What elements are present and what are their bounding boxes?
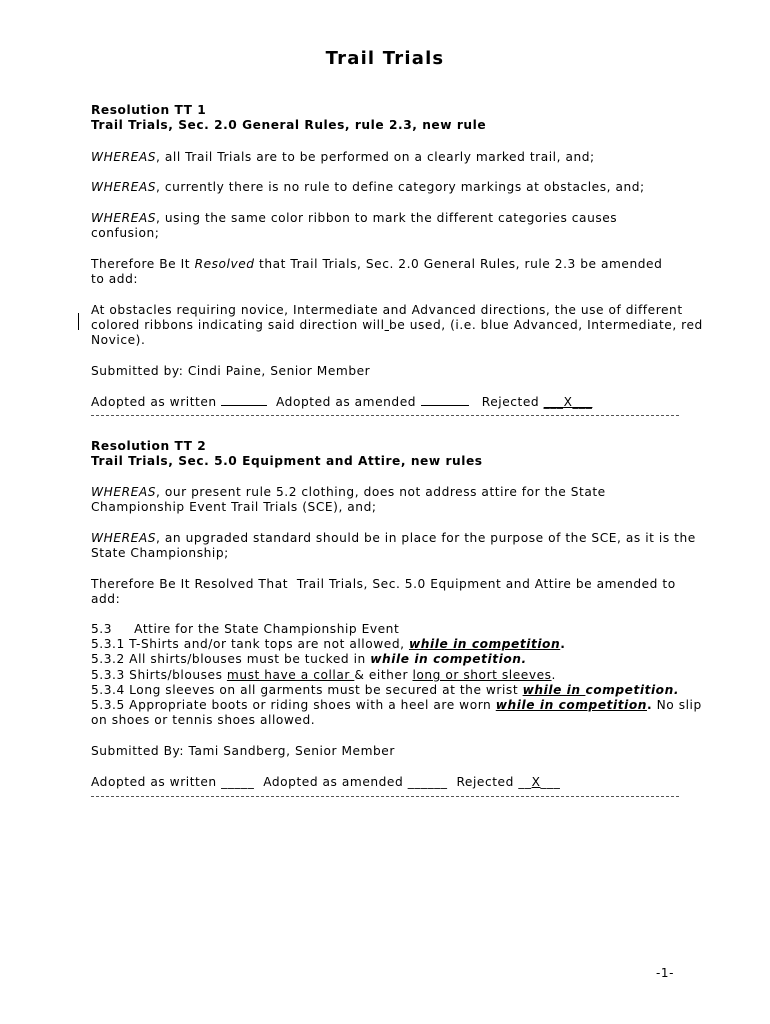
adopted-as-written-blank[interactable]: _____ — [221, 775, 255, 789]
change-bar — [78, 313, 79, 330]
whereas-text: , our present rule 5.2 clothing, does not address attire for the State — [156, 485, 606, 499]
r1-obstacle-rule — [91, 303, 703, 349]
therefore-text: Therefore Be It — [91, 257, 195, 271]
resolution-2-subheading: Trail Trials, Sec. 5.0 Equipment and Attire, new rules — [91, 454, 483, 469]
whereas-label: WHEREAS — [91, 531, 157, 545]
rejected-label: Rejected — [481, 395, 540, 409]
adopted-as-written-label: Adopted as written — [91, 395, 217, 409]
adopted-as-amended-blank[interactable]: ______ — [407, 775, 448, 789]
rule-5-3: 5.3 Attire for the State Championship Event — [91, 622, 400, 636]
rule-5-3-3: 5.3.3 Shirts/blouses must have a collar & either long or short sleeves. — [91, 667, 556, 682]
adopted-as-amended-label: Adopted as amended — [275, 395, 417, 409]
r2-vote — [91, 775, 691, 790]
rejected-mark[interactable]: ___X___ — [543, 395, 593, 409]
whereas-label: WHEREAS — [91, 211, 157, 225]
whereas-text: , using the same color ribbon to mark the different categories causes — [156, 211, 618, 225]
r1-whereas-2 — [91, 180, 691, 195]
r2-whereas-1 — [91, 485, 691, 515]
adopted-as-written-blank[interactable] — [221, 394, 267, 406]
resolution-1-heading: Resolution TT 1 — [91, 103, 207, 117]
whereas-text-cont: State Championship; — [91, 546, 229, 561]
adopted-as-amended-blank[interactable] — [421, 394, 469, 406]
whereas-text-cont: confusion; — [91, 226, 160, 241]
rejected-label: Rejected — [456, 775, 514, 789]
rule-text-line: Novice). — [91, 333, 146, 348]
r2-therefore — [91, 577, 691, 607]
page-number: -1- — [656, 966, 674, 980]
rule-5-3-5: 5.3.5 Appropriate boots or riding shoes with a heel are worn while in competition. No slip — [91, 697, 702, 712]
whereas-label: WHEREAS — [91, 180, 157, 194]
whereas-text-cont: Championship Event Trail Trials (SCE), and; — [91, 500, 377, 515]
whereas-label: WHEREAS — [91, 150, 157, 164]
resolution-2-heading: Resolution TT 2 — [91, 439, 207, 453]
rule-text-line: be used, (i.e. blue Advanced, Intermediate, red — [389, 318, 703, 333]
whereas-text: , an upgraded standard should be in place for the purpose of the SCE, as it is the — [156, 531, 696, 545]
adopted-as-written-label: Adopted as written — [91, 775, 217, 789]
resolved-word: Resolved — [194, 257, 255, 271]
separator-2 — [91, 796, 679, 797]
r1-whereas-3 — [91, 211, 691, 241]
page-title: Trail Trials — [325, 48, 445, 69]
rule-text-line: colored ribbons indicating said direction will — [91, 318, 385, 333]
whereas-text: , currently there is no rule to define category markings at obstacles, and; — [156, 180, 645, 194]
therefore-text: Therefore Be It Resolved That Trail Trials, Sec. 5.0 Equipment and Attire be amended to — [91, 577, 676, 591]
resolution-1 — [91, 103, 691, 133]
r2-submitted — [91, 744, 691, 759]
rule-5-3-1: 5.3.1 T-Shirts and/or tank tops are not allowed, while in competition. — [91, 637, 566, 652]
resolution-1-subheading: Trail Trials, Sec. 2.0 General Rules, rule 2.3, new rule — [91, 118, 487, 133]
whereas-text: , all Trail Trials are to be performed on a clearly marked trail, and; — [156, 150, 595, 164]
adopted-as-amended-label: Adopted as amended — [263, 775, 404, 789]
rule-5-3-2: 5.3.2 All shirts/blouses must be tucked in while in competition. — [91, 652, 527, 667]
resolution-2 — [91, 439, 691, 469]
submitted-by: Submitted By: Tami Sandberg, Senior Member — [91, 744, 395, 758]
whereas-label: WHEREAS — [91, 485, 157, 499]
r2-rules-list — [91, 622, 702, 728]
rejected-mark[interactable]: __X___ — [518, 775, 561, 789]
therefore-text-end: add: — [91, 592, 121, 607]
r1-therefore — [91, 257, 691, 287]
rule-text-line: At obstacles requiring novice, Intermediate and Advanced directions, the use of different — [91, 303, 683, 317]
r1-whereas-1 — [91, 150, 691, 165]
separator-1 — [91, 415, 679, 416]
submitted-by: Submitted by: Cindi Paine, Senior Member — [91, 364, 371, 378]
r1-submitted — [91, 364, 691, 379]
therefore-text-cont: that Trail Trials, Sec. 2.0 General Rules, rule 2.3 be amended — [254, 257, 663, 271]
r2-whereas-2 — [91, 531, 696, 561]
r1-vote — [91, 394, 691, 409]
rule-5-3-4: 5.3.4 Long sleeves on all garments must be secured at the wrist while in competition. — [91, 682, 680, 697]
therefore-text-end: to add: — [91, 272, 139, 287]
rule-5-3-5-cont: on shoes or tennis shoes allowed. — [91, 713, 316, 728]
